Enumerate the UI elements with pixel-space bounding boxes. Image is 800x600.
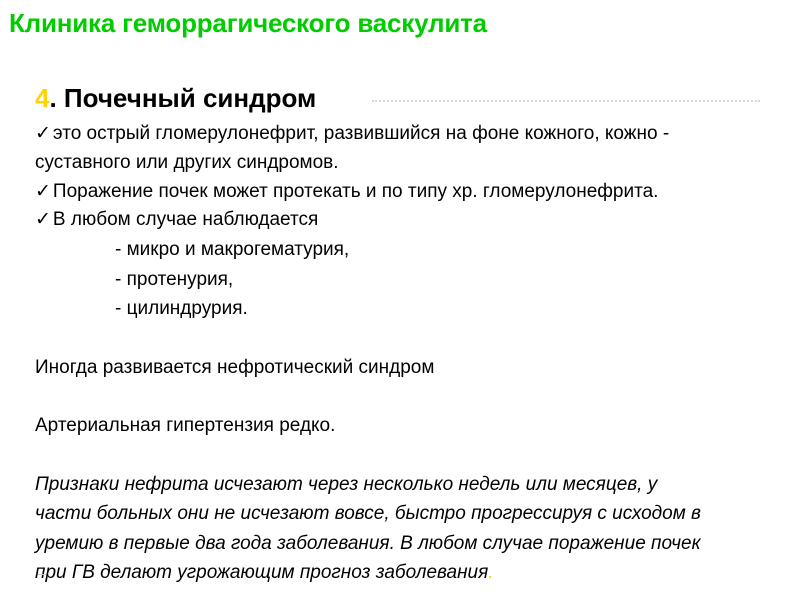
italic-trailing-period: . [488, 562, 494, 583]
sub-item-cylindruria: - цилиндрурия. [115, 298, 248, 319]
section-heading [35, 83, 316, 114]
paragraph-nephrotic: Иногда развивается нефротический синдром [35, 357, 435, 378]
paragraph-hypertension: Артериальная гипертензия редко. [35, 415, 336, 436]
slide-title: Клиника геморрагического васкулита [9, 8, 487, 38]
decorative-mark [38, 568, 46, 575]
italic-line-4-text: при ГВ делают угрожающим прогноз заболевания [35, 562, 489, 583]
bullet-1-line-2: суставного или других синдромов. [35, 152, 339, 173]
check-icon: ✓ [35, 209, 51, 230]
heading-dotted-rule [372, 100, 760, 102]
section-heading-text: . Почечный синдром [49, 83, 317, 113]
check-icon: ✓ [35, 181, 51, 202]
italic-line-3: уремию в первые два года заболевания. В любом случае поражение почек [35, 533, 701, 554]
section-number: 4 [35, 83, 50, 113]
bullet-2-text: Поражение почек может протекать и по типу хр. гломерулонефрита. [52, 181, 659, 202]
italic-line-1: Признаки нефрита исчезают через несколько недель или месяцев, у [35, 474, 658, 495]
bullet-3-text: В любом случае наблюдается [52, 209, 319, 230]
italic-line-2: части больных они не исчезают вовсе, быстро прогрессируя с исходом в [35, 503, 701, 524]
bullet-1-text: это острый гломерулонефрит, развившийся на фоне кожного, кожно - [52, 123, 670, 144]
bullet-2 [35, 181, 658, 203]
sub-item-hematuria: - микро и макрогематурия, [115, 239, 350, 260]
sub-item-proteinuria: - протенурия, [115, 269, 234, 290]
check-icon: ✓ [35, 123, 51, 144]
bullet-1-line-1 [35, 123, 669, 145]
bullet-3 [35, 209, 318, 231]
italic-line-4 [35, 562, 494, 584]
